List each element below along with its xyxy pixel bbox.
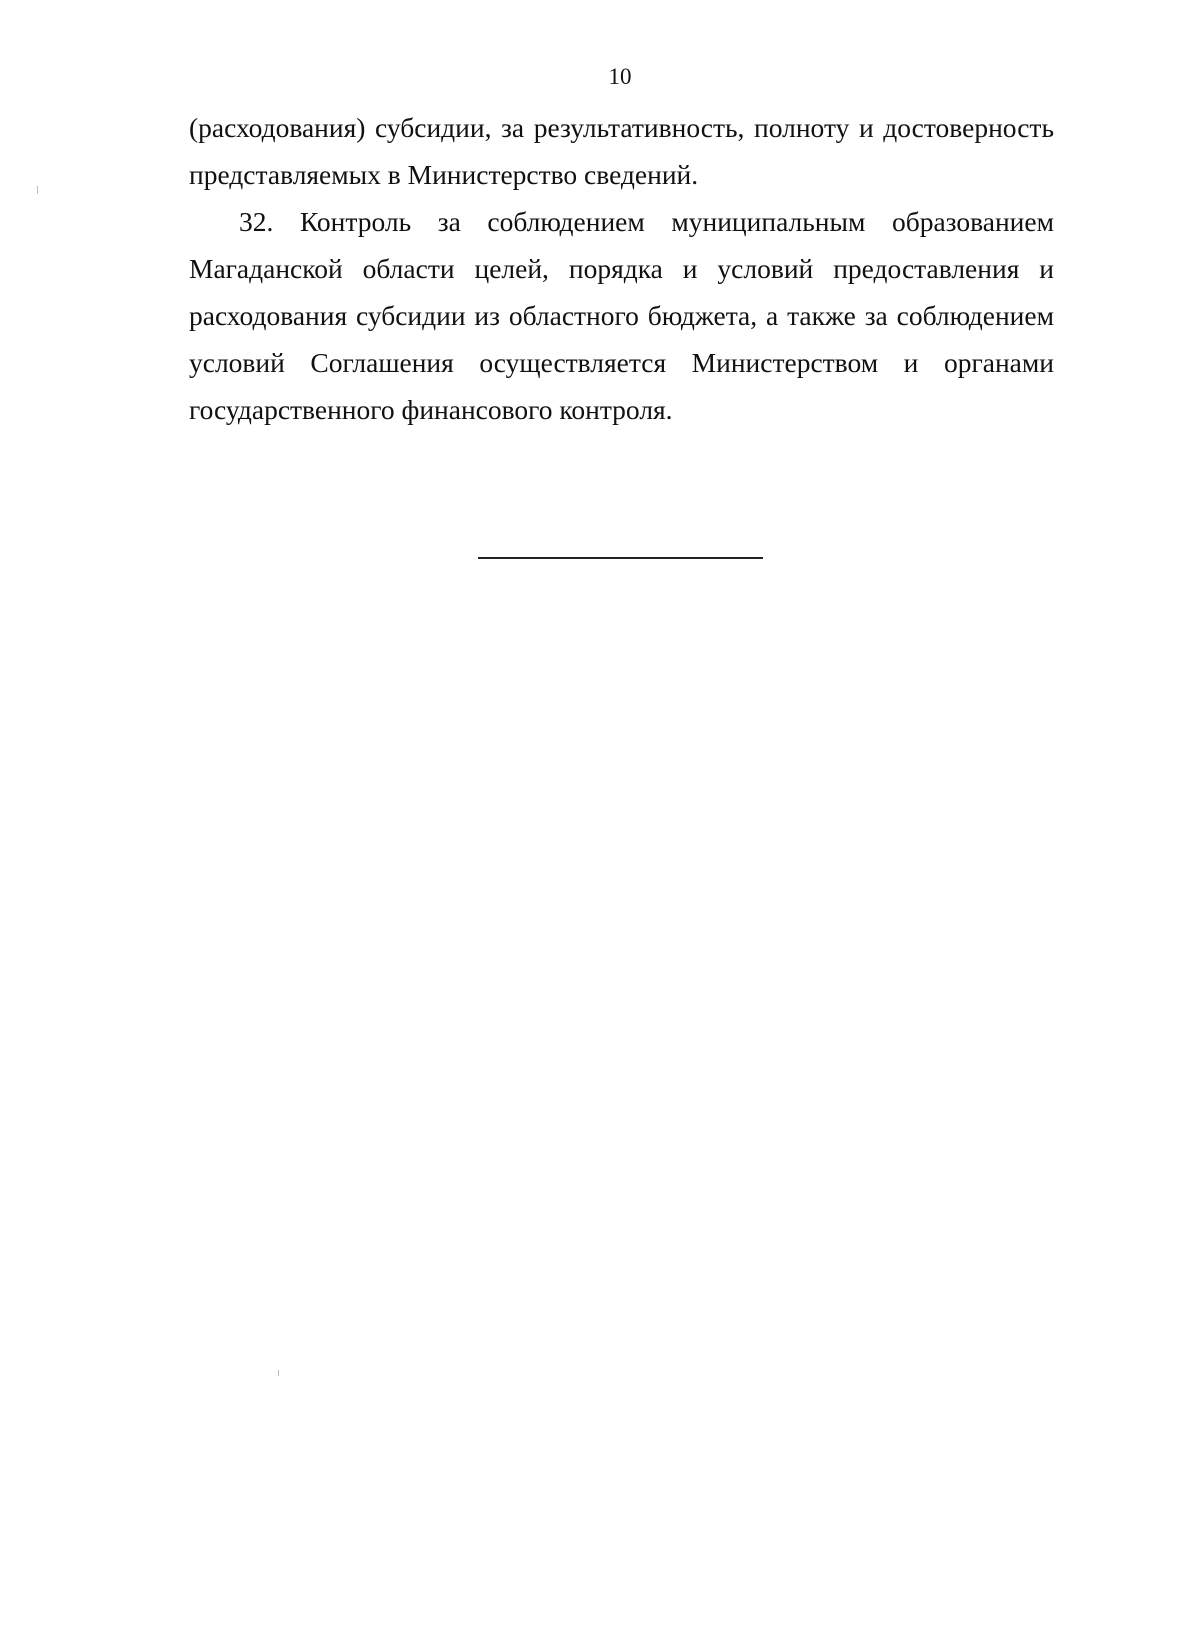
text-line: 32. Контроль за соблюдением муниципальным образованием <box>239 206 1054 237</box>
scan-speck <box>37 186 38 194</box>
text-line: условий Соглашения осуществляется Министерством и органами <box>189 347 1054 378</box>
body-text <box>189 104 1054 433</box>
text-line: государственного финансового контроля. <box>189 394 673 425</box>
paragraph-32 <box>189 198 1054 433</box>
text-line: представляемых в Министерство сведений. <box>189 159 699 190</box>
paragraph-continuation <box>189 104 1054 198</box>
text-line: Магаданской области целей, порядка и условий предоставления и <box>189 253 1054 284</box>
text-line: расходования субсидии из областного бюджета, а также за соблюдением <box>189 300 1054 331</box>
end-separator-line <box>478 557 763 559</box>
page-number: 10 <box>608 64 632 89</box>
text-line: (расходования) субсидии, за результативность, полноту и достоверность <box>189 112 1054 143</box>
scan-speck <box>278 1370 279 1376</box>
